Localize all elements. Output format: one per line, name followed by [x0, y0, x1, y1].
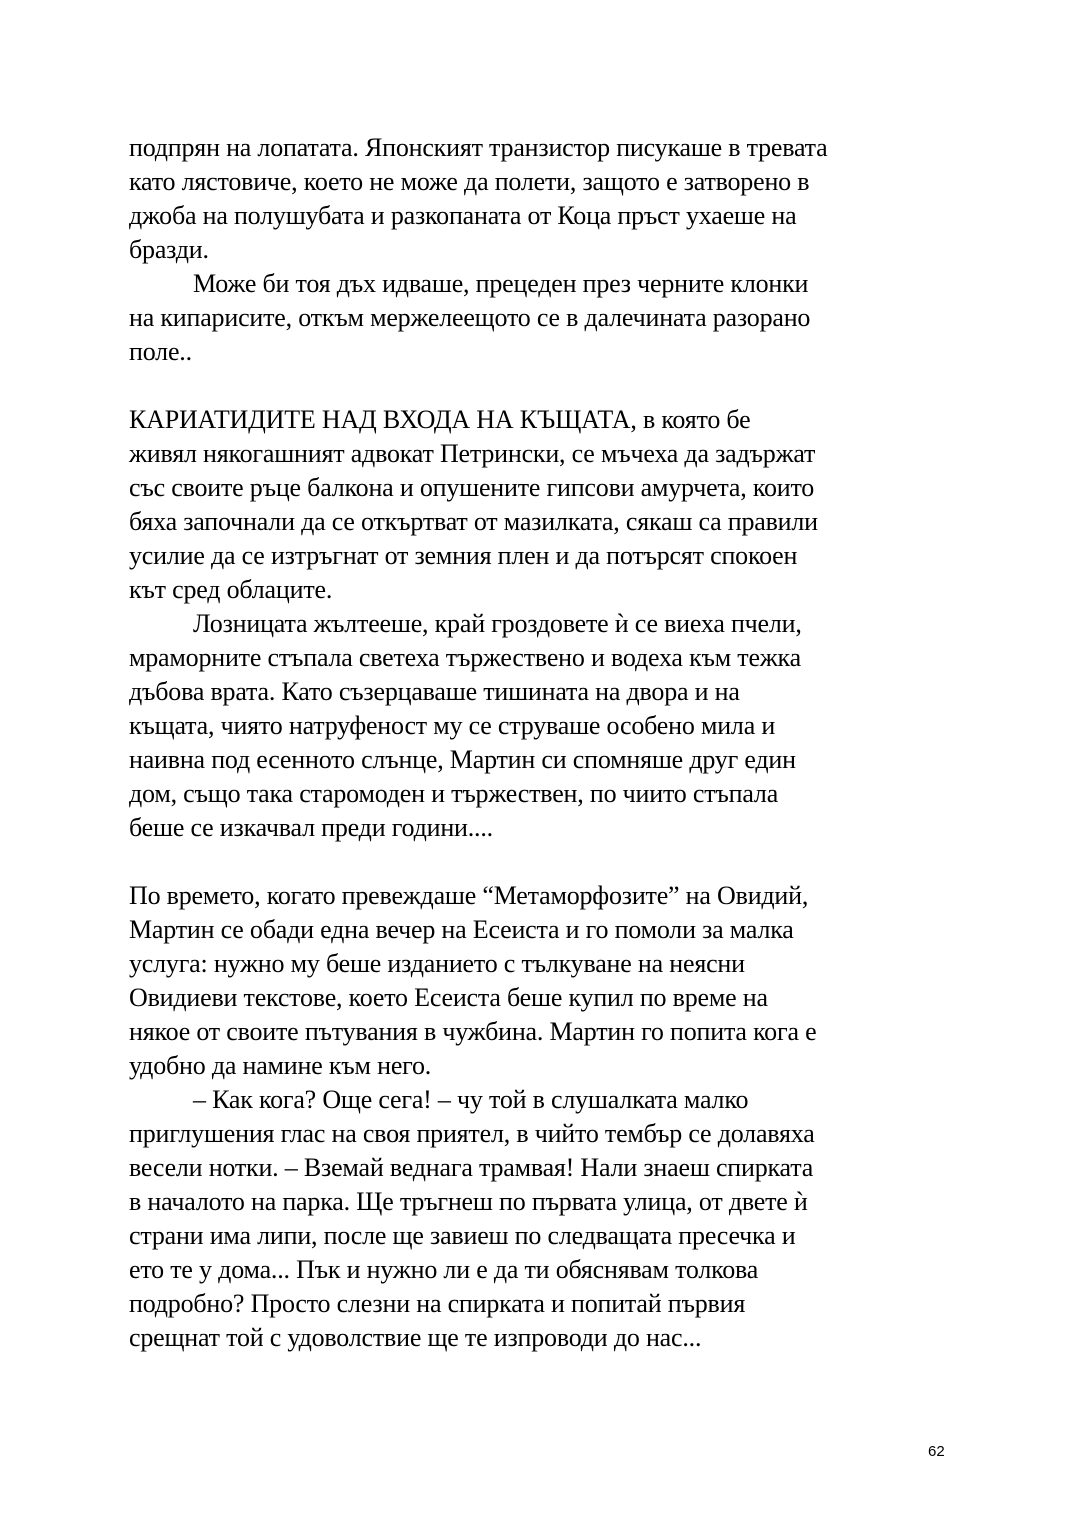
text-line: джоба на полушубата и разкопаната от Коца пръст ухаеше на	[129, 201, 797, 230]
text-line: къщата, чиято натруфеност му се струваше особено мила и	[129, 711, 776, 740]
page-number: 62	[928, 1443, 945, 1460]
blank-line	[129, 845, 959, 879]
text-line: бяха започнали да се откъртват от мазилката, сякаш са правили	[129, 507, 818, 536]
text-line: Може би тоя дъх идваше, прецеден през черните клонки	[193, 269, 809, 298]
text-line: мраморните стъпала светеха тържествено и водеха към тежка	[129, 643, 801, 672]
text-line: ето те у дома... Пък и нужно ли е да ти обяснявам толкова	[129, 1255, 759, 1284]
text-line: дом, също така старомоден и тържествен, по чиито стъпала	[129, 779, 779, 808]
text-line: усилие да се изтръгнат от земния плен и да потърсят спокоен	[129, 541, 798, 570]
text-line: приглушения глас на своя приятел, в чийто тембър се долавяха	[129, 1119, 815, 1148]
text-line: в началото на парка. Ще тръгнеш по първата улица, от двете ѝ	[129, 1187, 808, 1216]
text-line: срещнат той с удоволствие ще те изпроводи до нас...	[129, 1323, 702, 1352]
text-line: беше се изкачвал преди години....	[129, 813, 493, 842]
text-line: на кипарисите, откъм мержелеещото се в далечината разорано	[129, 303, 811, 332]
text-line: – Как кога? Още сега! – чу той в слушалката малко	[193, 1085, 749, 1114]
text-line: поле..	[129, 337, 192, 366]
text-line: Овидиеви текстове, което Есеиста беше купил по време на	[129, 983, 768, 1012]
text-line: живял някогашният адвокат Петрински, се мъчеха да задържат	[129, 439, 816, 468]
text-line: наивна под есенното слънце, Мартин си спомняше друг един	[129, 745, 796, 774]
text-line: бразди.	[129, 235, 209, 264]
text-line: някое от своите пътувания в чужбина. Мартин го попита кога е	[129, 1017, 817, 1046]
paragraph	[129, 607, 959, 845]
text-line: със своите ръце балкона и опушените гипсови амурчета, които	[129, 473, 815, 502]
text-line: услуга: нужно му беше изданието с тълкуване на неясни	[129, 949, 745, 978]
paragraph	[129, 403, 959, 607]
text-line: подробно? Просто слезни на спирката и попитай първия	[129, 1289, 746, 1318]
text-line: кът сред облаците.	[129, 575, 333, 604]
text-line: страни има липи, после ще завиеш по следващата пресечка и	[129, 1221, 796, 1250]
text-line: КАРИАТИДИТЕ НАД ВХОДА НА КЪЩАТА, в която бе	[129, 405, 751, 434]
paragraph	[129, 879, 959, 1083]
text-line: По времето, когато превеждаше “Метаморфозите” на Овидий,	[129, 881, 809, 910]
text-line: като лястовиче, което не може да полети, защото е затворено в	[129, 167, 810, 196]
blank-line	[129, 369, 959, 403]
text-line: Мартин се обади една вечер на Есеиста и го помоли за малка	[129, 915, 794, 944]
text-line: удобно да намине към него.	[129, 1051, 432, 1080]
text-line: Лозницата жълтееше, край гроздовете ѝ се виеха пчели,	[193, 609, 802, 638]
text-line: весели нотки. – Вземай веднага трамвая! Нали знаеш спирката	[129, 1153, 814, 1182]
paragraph	[129, 131, 959, 267]
paragraph	[129, 267, 959, 369]
paragraph	[129, 1083, 959, 1355]
body-text	[129, 131, 959, 1355]
text-line: подпрян на лопатата. Японският транзистор писукаше в тревата	[129, 133, 828, 162]
text-line: дъбова врата. Като съзерцаваше тишината на двора и на	[129, 677, 740, 706]
